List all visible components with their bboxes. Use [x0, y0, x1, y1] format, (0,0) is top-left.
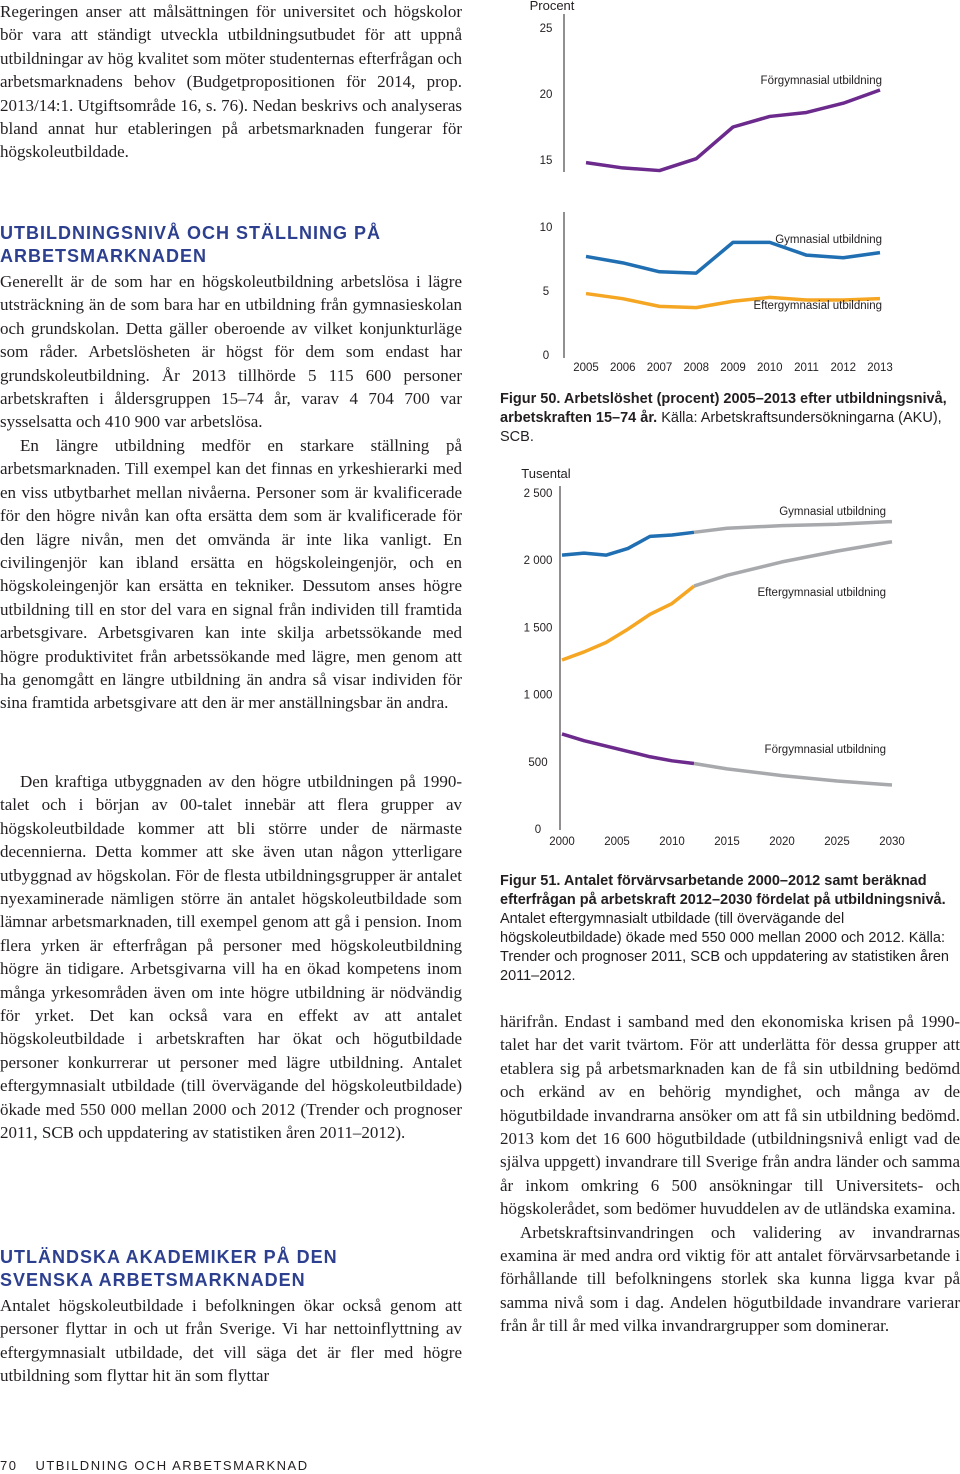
figure51-ytick: 2 500 [523, 488, 553, 500]
figure50-series-label: Förgymnasial utbildning [760, 75, 882, 87]
figure51-series-line [562, 586, 694, 660]
figure50-xtick: 2007 [646, 362, 673, 374]
figure51-ylabel: Tusental [521, 466, 571, 481]
figure50-xtick: 2012 [830, 362, 857, 374]
figure51-xtick: 2010 [659, 836, 685, 848]
section1-paragraph-1: Generellt är de som har en högskoleutbildning arbetslösa i lägre utsträckning än de som bara har en utbildning från gymnasieskolan och grundskolan. Detta gäller oberoende av vilket konjunkturläge som råder. Arbetslösheten är högst för dem som endast har grundskoleutbildning. År 2013 tillhörde 5 115 600 personer arbetskraften i åldersgruppen 15–74 år, varav 4 704 700 var sysselsatta och 410 900 var arbetslösa. [0, 272, 462, 432]
figure50-xtick: 2010 [756, 362, 783, 374]
figure50-xtick: 2009 [720, 362, 746, 374]
figure51-caption-title: Figur 51. Antalet förvärvsarbetande 2000–2012 samt beräknad efterfrågan på arbetskraft 2012–2030 fördelat på utbildningsnivå. [500, 873, 946, 908]
section1-paragraph-2: En längre utbildning medför en starkare ställning på arbetsmarknaden. Till exempel kan det finnas en yrkeshierarki med en viss utbytbarhet mellan nivåerna. Personer som är kvalificerade för den högre nivån kan ofta ersätta dem som är kvalificerade för den lägre nivån, men det omvända är inte lika vanligt. En civilingenjör kan ibland ersätta en högskoleingenjör, och en högskoleingenjör kan ersätta en tekniker. Dessutom anses högre utbildning till en stor del vara en signal från individen till framtida arbetsgivare. Arbetsgivaren kan inte skilja arbetssökande med högre produktivitet från arbetssökande med lägre, men genom att ha genomgått en längre utbildning än andra så visar individen för sina framtida arbetsgivare att den är mer anställningsbar än andra. [0, 436, 462, 713]
figure51-series-label: Eftergymnasial utbildning [757, 587, 886, 599]
figure50-ytick: 5 [542, 286, 550, 298]
section-heading-utbildningsniva: UTBILDNINGSNIVÅ OCH STÄLLNING PÅ ARBETSMARKNADEN [0, 223, 381, 266]
section-heading-utlandska-akademiker: UTLÄNDSKA AKADEMIKER PÅ DEN SVENSKA ARBETSMARKNADEN [0, 1247, 338, 1290]
right-column [500, 1010, 960, 1338]
figure50-caption-title: Figur 50. Arbetslöshet (procent) 2005–2013 efter utbildningsnivå, arbetskraften 15–74 år. [500, 391, 947, 426]
figure50-ytick: 10 [539, 222, 553, 234]
figure50-caption [500, 390, 960, 447]
page-footer [0, 1458, 309, 1473]
figure50-xtick: 2013 [867, 362, 893, 374]
figure51-series-line [694, 763, 892, 785]
figure51-series-line [562, 532, 694, 555]
figure51-caption-text: Antalet eftergymnasialt utbildade (till övervägande del högskoleutbildade) ökade med 550 000 mellan 2000 och 2012. Källa: Trender och prognoser 2011, SCB och uppdatering av statistiken åren 2011–2012. [500, 911, 949, 984]
figure51-xtick: 2005 [604, 836, 630, 848]
figure51-ytick: 1 000 [523, 689, 553, 702]
figure51-ytick: 0 [534, 824, 542, 836]
figure51-xtick: 2000 [549, 836, 575, 848]
figure51-xtick: 2030 [879, 836, 905, 848]
figure50-ytick: 25 [539, 23, 553, 35]
figure51-xtick: 2025 [824, 836, 850, 848]
intro-paragraph: Regeringen anser att målsättningen för universitet och högskolor bör vara att ständigt utveckla utbildningsutbudet för att uppnå utbildningar av hög kvalitet som möter studenternas efterfrågan och arbetsmarknadens behov (Budgetpropositionen för 2014, prop. 2013/14:1. Utgiftsområde 16, s. 76). Nedan beskrivs och analyseras bland annat hur etableringen på arbetsmarknaden fungerar för högskoleutbildade. [0, 2, 462, 162]
figure51-chart [500, 460, 960, 860]
figure50-series-line [586, 242, 880, 273]
figure51-series-line [694, 522, 892, 533]
section1-paragraph-3: Den kraftiga utbyggnaden av den högre utbildningen på 1990-talet och i början av 00-talet innebär att flera grupper av högskoleutbildade kommer att bli större under de närmaste decennierna. Detta kommer att ske även utan någon ytterligare utbyggnad av högskolan. För de flesta utbildningsgrupper är antalet nyexaminerade nämligen större än antalet högskoleutbildade som lämnar arbetsmarknaden, till exempel genom att gå i pension. Inom flera yrken är efterfrågan på personer med högskoleutbildning högre än tidigare. Arbetsgivarna vill ha en ökad kompetens inom många yrkesområden även om inte högre utbildning är nödvändig för yrket. Det kan också vara en effekt av att antalet högskoleutbildade i arbetskraften har ökat och högutbildade personer konkurrerar ut personer med lägre utbildning. Antalet eftergymnasialt utbildade (till övervägande del högskoleutbildade) ökade med 550 000 mellan 2000 och 2012 (Trender och prognoser 2011, SCB och uppdatering av statistiken åren 2011–2012). [0, 772, 462, 1143]
figure50-xtick: 2011 [794, 362, 819, 374]
figure51-ytick: 500 [528, 756, 548, 769]
figure50-xtick: 2005 [573, 362, 599, 374]
figure51-ytick: 2 000 [523, 555, 553, 568]
figure50-ytick: 20 [539, 89, 553, 101]
figure50-chart [500, 0, 960, 385]
right-paragraph-1: härifrån. Endast i samband med den ekonomiska krisen på 1990-talet har det varit tvärtom. För att underlätta för dessa grupper att etablera sig på arbetsmarknaden kan de få sin utbildning bedömd och erkänd av en behörig myndighet, och många av de högutbildade invandrarna ansöker om att få sin utbildning bedömd. 2013 kom det 16 600 högutbildade (utbildningsnivå enligt vad de själva uppgett) invandrare till Sverige från andra länder och samma år inkom omkring 6 500 ansökningar till Universitets- och högskolerådet, som bedömer huvuddelen av de utländska examina. [500, 1012, 960, 1219]
figure50-xtick: 2006 [609, 362, 636, 374]
figure50-ylabel: Procent [529, 0, 575, 13]
figure50-ytick: 15 [539, 155, 553, 167]
figure50-xtick: 2008 [683, 362, 710, 374]
page-number: 70 [0, 1458, 18, 1473]
figure51-ytick: 1 500 [523, 622, 553, 635]
figure50-series-label: Gymnasial utbildning [775, 234, 882, 246]
figure50-caption-source: Källa: Arbetskraftsundersökningarna (AKU), SCB. [500, 410, 942, 445]
figure51-xtick: 2015 [714, 836, 740, 848]
figure51-series-line [562, 734, 694, 764]
section2-paragraph-1: Antalet högskoleutbildade i befolkningen ökar också genom att personer flyttar in och ut från Sverige. Vi har nettoinflyttning av eftergymnasialt utbildade, det vill säga det är fler med högre utbildning som flyttar hit än som flyttar [0, 1296, 462, 1386]
running-title: UTBILDNING OCH ARBETSMARKNAD [35, 1458, 309, 1473]
figure51-xtick: 2020 [769, 836, 795, 848]
figure50-series-line [586, 90, 880, 171]
figure50-ytick: 0 [542, 350, 550, 362]
figure50-series-label: Eftergymnasial utbildning [753, 300, 882, 312]
figure51-series-line [694, 542, 892, 586]
figure51-series-label: Gymnasial utbildning [779, 506, 886, 518]
figure51-caption [500, 872, 960, 986]
right-paragraph-2: Arbetskraftsinvandringen och validering av invandrarnas examina är med andra ord viktig för att antalet förvärvsarbetande i förhållande till befolkningens storlek ska kunna ligga kvar på samma nivå som i dag. Andelen högutbildade invandrare varierar från år till år med vilka invandrargrupper som dominerar. [500, 1222, 960, 1336]
figure51-series-label: Förgymnasial utbildning [764, 744, 886, 756]
